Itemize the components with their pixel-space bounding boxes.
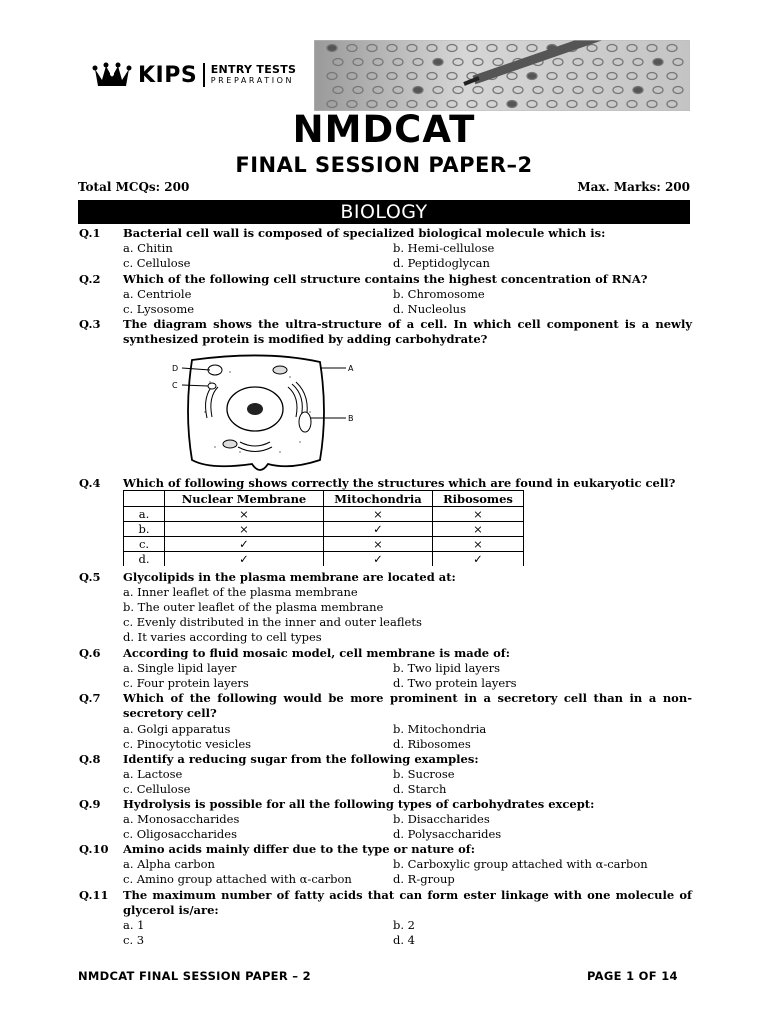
answer-bubble xyxy=(653,59,663,66)
paper-title: NMDCAT xyxy=(292,108,476,151)
question-number: Q.6 xyxy=(79,646,101,660)
question-number: Q.8 xyxy=(79,752,101,766)
table-cell: ✓ xyxy=(324,522,433,537)
option-d: d. Nucleolus xyxy=(393,302,466,316)
option-c: c. Cellulose xyxy=(123,256,191,270)
question-text: Which of the following would be more prominent in a secretory cell than in a non-secretory cell? xyxy=(123,691,692,720)
table-row xyxy=(124,537,524,552)
question-text: Hydrolysis is possible for all the following types of carbohydrates except: xyxy=(123,797,595,811)
question-number: Q.4 xyxy=(79,476,101,490)
question-number: Q.5 xyxy=(79,570,101,584)
diagram-label: B xyxy=(348,414,354,423)
table-row xyxy=(124,552,524,567)
answer-bubble xyxy=(327,45,337,52)
answer-bubble xyxy=(433,59,443,66)
option-a: a. Single lipid layer xyxy=(123,661,237,675)
question-text: Which of the following cell structure contains the highest concentration of RNA? xyxy=(123,272,648,286)
option-b: b. Hemi-cellulose xyxy=(393,241,495,255)
diagram-label: A xyxy=(348,364,354,373)
option-c: c. Lysosome xyxy=(123,302,195,316)
table-header: Nuclear Membrane xyxy=(165,491,324,507)
table-header: Mitochondria xyxy=(324,491,433,507)
question-text: Amino acids mainly differ due to the type or nature of: xyxy=(123,842,475,856)
option-b: b. Carboxylic group attached with α-carbon xyxy=(393,857,648,871)
table-header: Ribosomes xyxy=(433,491,524,507)
logo-divider xyxy=(203,63,205,87)
total-mcqs: Total MCQs: 200 xyxy=(78,180,190,194)
option-c: c. Oligosaccharides xyxy=(123,827,237,841)
question-number: Q.2 xyxy=(79,272,101,286)
option-d: d. Polysaccharides xyxy=(393,827,502,841)
max-marks: Max. Marks: 200 xyxy=(577,180,690,194)
option-a: a. Inner leaflet of the plasma membrane xyxy=(123,585,358,599)
option-c: c. 3 xyxy=(123,933,145,947)
row-label: a. xyxy=(124,507,165,522)
question-number: Q.11 xyxy=(79,888,109,902)
question-text: According to fluid mosaic model, cell membrane is made of: xyxy=(123,646,510,660)
answer-sheet-photo xyxy=(314,40,690,111)
subject-banner: BIOLOGY xyxy=(78,200,690,224)
row-label: b. xyxy=(124,522,165,537)
answer-bubble xyxy=(633,87,643,94)
paper-subtitle: FINAL SESSION PAPER–2 xyxy=(235,153,533,177)
option-c: c. Pinocytotic vesicles xyxy=(123,737,252,751)
question-text: Bacterial cell wall is composed of specialized biological molecule which is: xyxy=(123,226,606,240)
table-cell: × xyxy=(433,537,524,552)
diagram-label: D xyxy=(172,364,179,373)
option-d: d. Starch xyxy=(393,782,447,796)
option-a: a. Monosaccharides xyxy=(123,812,240,826)
option-c: c. Evenly distributed in the inner and outer leaflets xyxy=(123,615,422,629)
question-text: Identify a reducing sugar from the following examples: xyxy=(123,752,479,766)
question-text: The maximum number of fatty acids that can form ester linkage with one molecule of glycerol is/are: xyxy=(123,888,692,917)
question-number: Q.1 xyxy=(79,226,101,240)
option-a: a. Lactose xyxy=(123,767,183,781)
diagram-label: C xyxy=(172,381,178,390)
option-b: b. 2 xyxy=(393,918,415,932)
table-cell: ✓ xyxy=(165,537,324,552)
option-a: a. Chitin xyxy=(123,241,173,255)
table-corner xyxy=(124,491,165,507)
row-label: c. xyxy=(124,537,165,552)
table-cell: × xyxy=(433,507,524,522)
option-b: b. Chromosome xyxy=(393,287,485,301)
table-cell: × xyxy=(165,522,324,537)
table-cell: × xyxy=(433,522,524,537)
question-text: Which of following shows correctly the structures which are found in eukaryotic cell? xyxy=(123,476,676,490)
question-text: Glycolipids in the plasma membrane are located at: xyxy=(123,570,456,584)
option-a: a. Alpha carbon xyxy=(123,857,215,871)
option-b: b. Two lipid layers xyxy=(393,661,501,675)
brand-name: KIPS xyxy=(138,62,198,88)
question-text: The diagram shows the ultra-structure of a cell. In which cell component is a newly synthesized protein is modified by adding carbohydrate? xyxy=(123,317,692,346)
option-c: c. Four protein layers xyxy=(123,676,249,690)
kips-logo xyxy=(92,58,296,92)
table-cell: × xyxy=(165,507,324,522)
option-d: d. Ribosomes xyxy=(393,737,471,751)
option-a: a. Centriole xyxy=(123,287,192,301)
page-number: PAGE 1 OF 14 xyxy=(587,969,678,983)
question-number: Q.10 xyxy=(79,842,109,856)
option-b: b. Disaccharides xyxy=(393,812,490,826)
option-d: d. 4 xyxy=(393,933,415,947)
footer-title: NMDCAT FINAL SESSION PAPER – 2 xyxy=(78,969,311,983)
question-number: Q.7 xyxy=(79,691,101,705)
table-row xyxy=(124,507,524,522)
cell-diagram xyxy=(170,352,360,474)
option-b: b. Mitochondria xyxy=(393,722,487,736)
option-a: a. Golgi apparatus xyxy=(123,722,231,736)
option-d: d. It varies according to cell types xyxy=(123,630,322,644)
question-number: Q.3 xyxy=(79,317,101,331)
option-b: b. The outer leaflet of the plasma membrane xyxy=(123,600,384,614)
option-d: d. R-group xyxy=(393,872,455,886)
brand-sub-2: PREPARATION xyxy=(210,76,295,85)
answer-bubble xyxy=(507,101,517,108)
option-c: c. Amino group attached with α-carbon xyxy=(123,872,352,886)
eukaryotic-structures-table xyxy=(123,490,524,566)
option-b: b. Sucrose xyxy=(393,767,455,781)
table-cell: × xyxy=(324,537,433,552)
question-number: Q.9 xyxy=(79,797,101,811)
row-label: d. xyxy=(124,552,165,567)
table-cell: ✓ xyxy=(165,552,324,567)
brand-sub-1: ENTRY TESTS xyxy=(210,63,297,76)
option-c: c. Cellulose xyxy=(123,782,191,796)
table-row xyxy=(124,522,524,537)
table-cell: ✓ xyxy=(433,552,524,567)
answer-bubble xyxy=(527,73,537,80)
answer-bubble xyxy=(413,87,423,94)
option-d: d. Peptidoglycan xyxy=(393,256,490,270)
option-a: a. 1 xyxy=(123,918,145,932)
crown-icon xyxy=(92,60,132,90)
nucleolus xyxy=(247,403,263,415)
table-cell: × xyxy=(324,507,433,522)
table-cell: ✓ xyxy=(324,552,433,567)
option-d: d. Two protein layers xyxy=(393,676,517,690)
